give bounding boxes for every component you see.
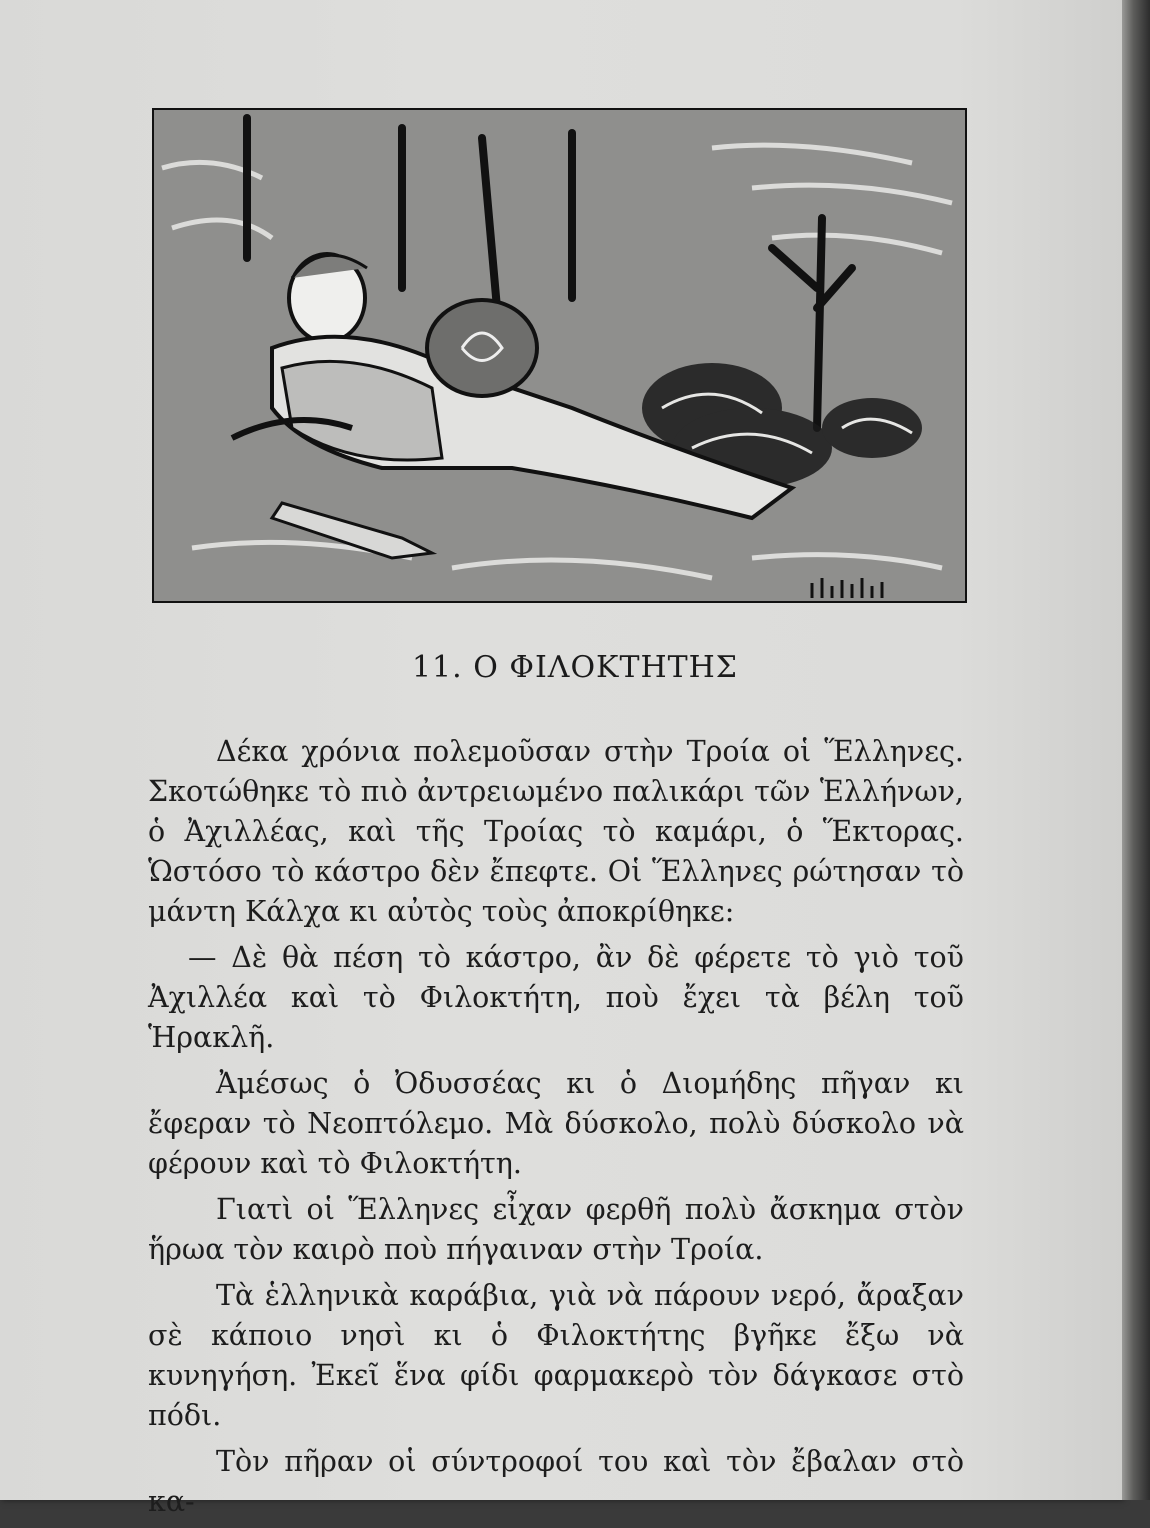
paragraph-6: Τὸν πῆραν οἱ σύντροφοί του καὶ τὸν ἔβαλαν στὸ κα- [148, 1445, 964, 1518]
page-edge [1122, 0, 1150, 1500]
chapter-title: 11. Ο ΦΙΛΟΚΤΗΤΗΣ [411, 650, 739, 685]
paragraph-2: — Δὲ θὰ πέση τὸ κάστρο, ἂν δὲ φέρετε τὸ γιὸ τοῦ Ἀχιλλέα καὶ τὸ Φιλοκτήτη, ποὺ ἔχει τὰ βέλη τοῦ Ἡρακλῆ. [148, 941, 964, 1054]
chapter-body [148, 732, 964, 1528]
paragraph-4: Γιατὶ οἱ Ἕλληνες εἶχαν φερθῆ πολὺ ἄσκημα στὸν ἥρωα τὸν καιρὸ ποὺ πήγαιναν στὴν Τροία. [148, 1193, 964, 1266]
philoctetes-illustration [152, 108, 967, 603]
paragraph-1: Δέκα χρόνια πολεμοῦσαν στὴν Τροία οἱ Ἕλληνες. Σκοτώθηκε τὸ πιὸ ἀντρειωμένο παλικάρι τῶν Ἑλλήνων, ὁ Ἀχιλλέας, καὶ τῆς Τροίας τὸ καμάρι, ὁ Ἕκτορας. Ὡστόσο τὸ κάστρο δὲν ἔπεφτε. Οἱ Ἕλληνες ρώτησαν τὸ μάντη Κάλχα κι αὐτὸς τοὺς ἀποκρίθηκε: [148, 735, 964, 928]
paragraph-5: Τὰ ἑλληνικὰ καράβια, γιὰ νὰ πάρουν νερό, ἄραξαν σὲ κάποιο νησὶ κι ὁ Φιλοκτήτης βγῆκε ἔξω νὰ κυνηγήση. Ἐκεῖ ἕνα φίδι φαρμακερὸ τὸν δάγκασε στὸ πόδι. [148, 1279, 964, 1432]
paragraph-3: Ἀμέσως ὁ Ὀδυσσέας κι ὁ Διομήδης πῆγαν κι ἔφεραν τὸ Νεοπτόλεμο. Μὰ δύσκολο, πολὺ δύσκολο νὰ φέρουν καὶ τὸ Φιλοκτήτη. [148, 1067, 964, 1180]
